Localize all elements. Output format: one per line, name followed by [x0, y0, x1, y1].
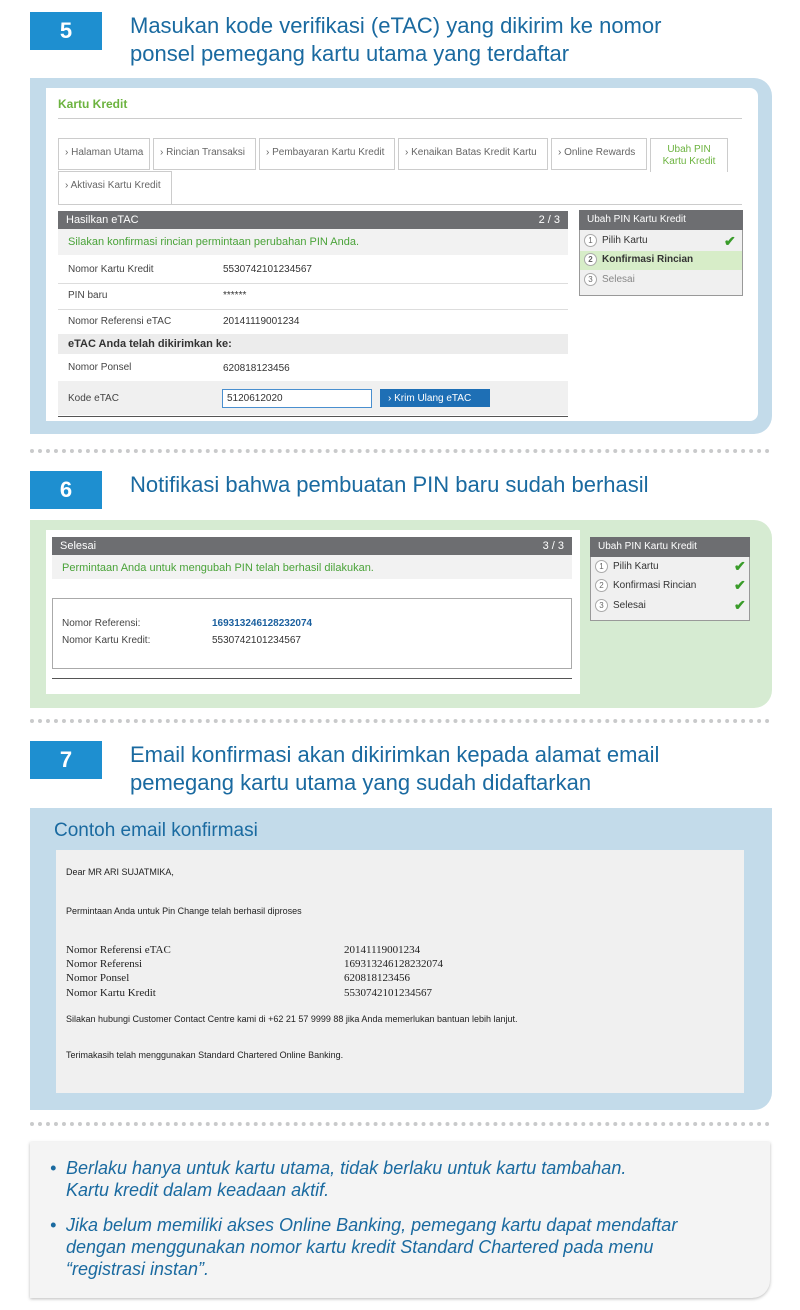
- confirm-message: Silakan konfirmasi rincian permintaan perubahan PIN Anda.: [68, 236, 360, 248]
- check-icon: ✔: [734, 577, 746, 593]
- section-divider: [30, 449, 770, 453]
- card-number-value: 5530742101234567: [223, 264, 312, 275]
- tab-ubah-pin[interactable]: [650, 138, 728, 172]
- note-line: Jika belum memiliki akses Online Banking, pemegang kartu dapat mendaftar: [66, 1215, 678, 1235]
- step-number-5: 5: [30, 12, 102, 50]
- note-line: dengan menggunakan nomor kartu kredit Standard Chartered pada menu: [66, 1237, 654, 1257]
- phone-label: Nomor Ponsel: [68, 362, 132, 373]
- step-tracker-title: Ubah PIN Kartu Kredit: [590, 537, 750, 557]
- email-row-label: Nomor Referensi eTAC: [66, 944, 171, 956]
- section-title: Selesai: [60, 540, 97, 552]
- form-bottom-line: [58, 416, 568, 417]
- page-indicator: 3 / 3: [542, 540, 564, 552]
- email-row-value: 169313246128232074: [344, 958, 443, 970]
- email-row-value: 620818123456: [344, 972, 410, 984]
- new-pin-value: ******: [223, 290, 247, 301]
- tab-label: › Rincian Transaksi: [160, 147, 246, 158]
- tab-online-rewards[interactable]: [551, 138, 647, 170]
- email-contact: Silakan hubungi Customer Contact Centre kami di +62 21 57 9999 88 jika Anda memerlukan bantuan lebih lanjut.: [66, 1014, 518, 1024]
- step-tracker-title: Ubah PIN Kartu Kredit: [579, 210, 743, 230]
- new-pin-label: PIN baru: [68, 290, 108, 301]
- email-panel-title: Contoh email konfirmasi: [54, 820, 258, 841]
- tab-kenaikan-batas[interactable]: [398, 138, 548, 170]
- ref-value: 169313246128232074: [212, 618, 313, 629]
- note-item: •: [50, 1215, 57, 1235]
- etac-ref-value: 20141119001234: [223, 316, 300, 327]
- row-divider: [58, 283, 568, 284]
- page-indicator: 2 / 3: [538, 214, 560, 226]
- success-message: Permintaan Anda untuk mengubah PIN telah berhasil dilakukan.: [62, 562, 374, 574]
- email-intro: Permintaan Anda untuk Pin Change telah berhasil diproses: [66, 906, 302, 916]
- note-line: “registrasi instan”.: [66, 1259, 210, 1279]
- tab-label: › Pembayaran Kartu Kredit: [266, 147, 385, 158]
- step-5-heading-line1: Masukan kode verifikasi (eTAC) yang dikirim ke nomor: [130, 13, 662, 38]
- row-divider: [58, 309, 568, 310]
- step-number-7: 7: [30, 741, 102, 779]
- step-konfirmasi-rincian: 2 Konfirmasi Rincian: [595, 577, 696, 595]
- section-divider: [30, 719, 770, 723]
- tab-ubah-pin-line2: Kartu Kredit: [662, 156, 716, 167]
- step-number-6: 6: [30, 471, 102, 509]
- app-title: Kartu Kredit: [58, 97, 128, 111]
- card-number-label: Nomor Kartu Kredit: [68, 264, 154, 275]
- check-icon: ✔: [734, 597, 746, 613]
- step-7-heading: [130, 741, 780, 797]
- step-5-heading: [130, 12, 780, 68]
- note-item: •: [50, 1158, 57, 1178]
- email-row-value: 5530742101234567: [344, 987, 432, 999]
- resend-etac-button[interactable]: › Krim Ulang eTAC: [380, 389, 490, 407]
- step-6-heading: Notifikasi bahwa pembuatan PIN baru sudah berhasil: [130, 472, 649, 497]
- email-thanks: Terimakasih telah menggunakan Standard Chartered Online Banking.: [66, 1050, 344, 1060]
- step-konfirmasi-rincian: 2 Konfirmasi Rincian: [584, 251, 693, 269]
- section-divider: [30, 1122, 770, 1126]
- email-row-value: 20141119001234: [344, 944, 421, 956]
- card-value: 5530742101234567: [212, 635, 301, 646]
- step-5-heading-line2: ponsel pemegang kartu utama yang terdaftar: [130, 41, 570, 66]
- step-selesai: 3 Selesai: [595, 597, 646, 615]
- tab-pembayaran-kartu-kredit[interactable]: [259, 138, 395, 170]
- email-row-label: Nomor Referensi: [66, 958, 143, 970]
- tab-rincian-transaksi[interactable]: [153, 138, 256, 170]
- check-icon: ✔: [734, 558, 746, 574]
- tab-label: › Aktivasi Kartu Kredit: [65, 180, 161, 191]
- step-pilih-kartu: 1 Pilih Kartu: [584, 232, 648, 250]
- title-divider: [58, 118, 742, 119]
- result-box: [52, 598, 572, 669]
- tab-label: › Kenaikan Batas Kredit Kartu: [405, 147, 537, 158]
- tab-aktivasi-kartu[interactable]: [58, 171, 172, 205]
- email-row-label: Nomor Kartu Kredit: [66, 987, 156, 999]
- tab-ubah-pin-line1: Ubah PIN: [667, 144, 711, 155]
- email-greeting: Dear MR ARI SUJATMIKA,: [66, 867, 174, 877]
- email-row-label: Nomor Ponsel: [66, 972, 130, 984]
- section-title: Hasilkan eTAC: [66, 214, 139, 226]
- note-line: Berlaku hanya untuk kartu utama, tidak berlaku untuk kartu tambahan.: [66, 1158, 627, 1178]
- tab-label: › Online Rewards: [558, 147, 636, 158]
- section-header: [52, 537, 572, 555]
- step-selesai: 3 Selesai: [584, 271, 635, 289]
- section-header: [58, 211, 568, 229]
- step-7-heading-line1: Email konfirmasi akan dikirimkan kepada alamat email: [130, 742, 660, 767]
- tab-halaman-utama[interactable]: [58, 138, 150, 170]
- etac-ref-label: Nomor Referensi eTAC: [68, 316, 172, 327]
- step-7-heading-line2: pemegang kartu utama yang sudah didaftarkan: [130, 770, 592, 795]
- phone-value: 620818123456: [223, 363, 290, 374]
- tabs-baseline: [172, 204, 742, 205]
- tab-label: › Halaman Utama: [65, 147, 144, 158]
- note-text: [66, 1214, 766, 1280]
- card-label: Nomor Kartu Kredit:: [62, 635, 151, 646]
- note-text: [66, 1157, 766, 1201]
- etac-input[interactable]: [222, 389, 372, 408]
- sent-header: eTAC Anda telah dikirimkan ke:: [68, 338, 232, 350]
- note-line: Kartu kredit dalam keadaan aktif.: [66, 1180, 330, 1200]
- step-pilih-kartu: 1 Pilih Kartu: [595, 558, 659, 576]
- form-bottom-line: [52, 678, 572, 679]
- check-icon: ✔: [724, 233, 736, 249]
- etac-label: Kode eTAC: [68, 393, 119, 404]
- ref-label: Nomor Referensi:: [62, 618, 141, 629]
